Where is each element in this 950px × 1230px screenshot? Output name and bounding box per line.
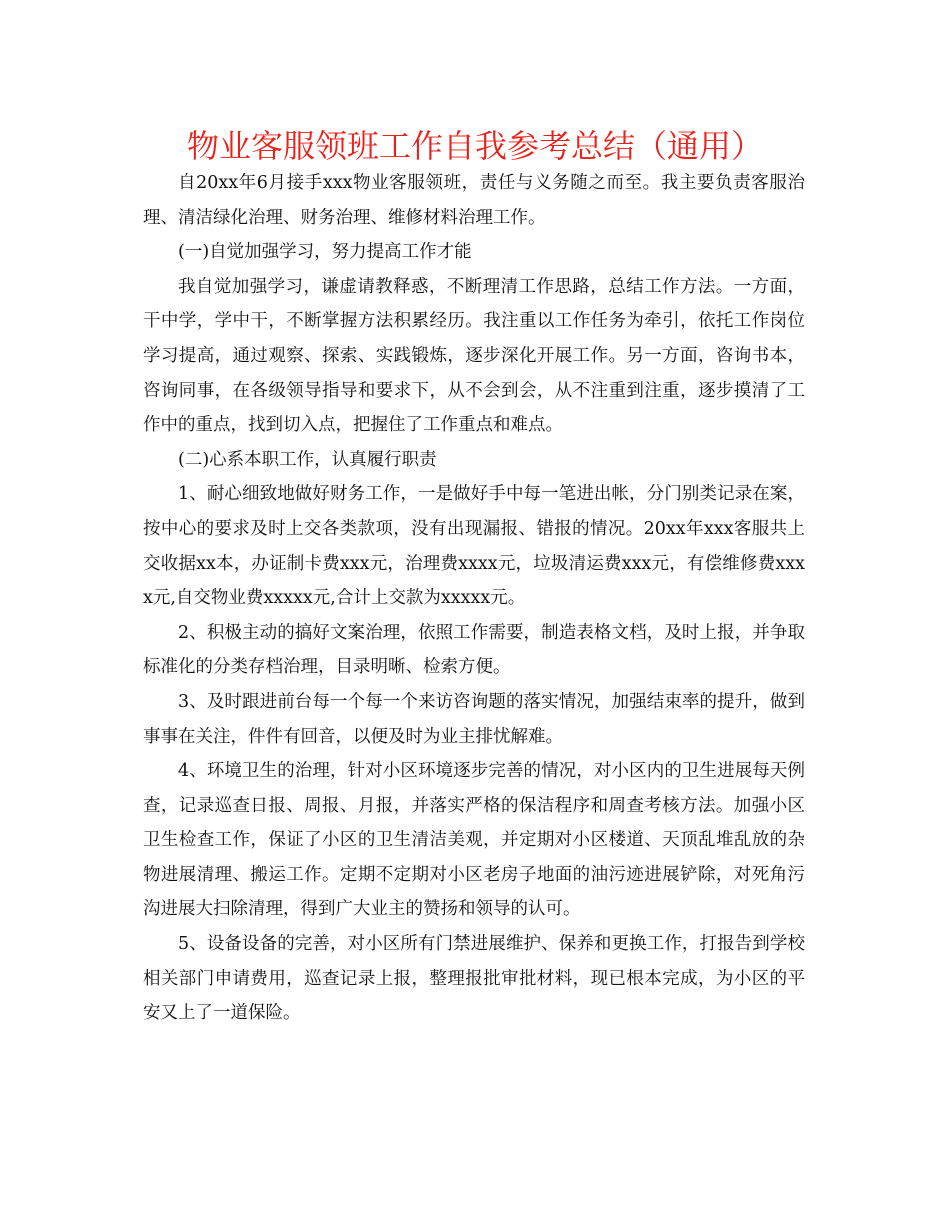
paragraph-item-1: 1、耐心细致地做好财务工作，一是做好手中每一笔进出帐，分门别类记录在案，按中心的要求及时上交各类款项，没有出现漏报、错报的情况。20xx年xxx客服共上交收据xx本，办证制卡费xxx元，治理费xxxx元，垃圾清运费xxx元，有偿维修费xxxx元,自交物业费xxxxx元,合计上交款为xxxxx元。 [143, 484, 805, 609]
section-heading-1: (一)自觉加强学习，努力提高工作才能 [178, 242, 472, 263]
paragraph-item-4: 4、环境卫生的治理，针对小区环境逐步完善的情况，对小区内的卫生进展每天例查，记录巡查日报、周报、月报，并落实严格的保洁程序和周查考核方法。加强小区卫生检查工作，保证了小区的卫生清洁美观，并定期对小区楼道、天顶乱堆乱放的杂物进展清理、搬运工作。定期不定期对小区老房子地面的油污迹进展铲除，对死角污沟进展大扫除清理，得到广大业主的赞扬和领导的认可。 [143, 761, 805, 920]
section-heading-2: (二)心系本职工作，认真履行职责 [178, 449, 437, 470]
paragraph-item-2: 2、积极主动的搞好文案治理，依照工作需要，制造表格文档，及时上报，并争取标准化的分类存档治理，目录明晰、检索方便。 [143, 622, 805, 678]
document-body [143, 166, 805, 1031]
document-title: 物业客服领班工作自我参考总结（通用） [186, 127, 763, 165]
paragraph-intro: 自20xx年6月接手xxx物业客服领班，责任与义务随之而至。我主要负责客服治理、清洁绿化治理、财务治理、维修材料治理工作。 [143, 173, 805, 228]
paragraph-item-5: 5、设备设备的完善，对小区所有门禁进展维护、保养和更换工作，打报告到学校相关部门申请费用，巡查记录上报，整理报批审批材料，现已根本完成，为小区的平安又上了一道保险。 [143, 934, 805, 1024]
paragraph-item-3: 3、及时跟进前台每一个每一个来访咨询题的落实情况，加强结束率的提升，做到事事在关注，件件有回音，以便及时为业主排忧解难。 [143, 691, 805, 747]
paragraph-study: 我自觉加强学习，谦虚请教释惑，不断理清工作思路，总结工作方法。一方面，干中学，学中干，不断掌握方法积累经历。我注重以工作任务为牵引，依托工作岗位学习提高，通过观察、探索、实践锻炼，逐步深化开展工作。另一方面，咨询书本，咨询同事，在各级领导指导和要求下，从不会到会，从不注重到注重，逐步摸清了工作中的重点，找到切入点，把握住了工作重点和难点。 [143, 276, 805, 436]
